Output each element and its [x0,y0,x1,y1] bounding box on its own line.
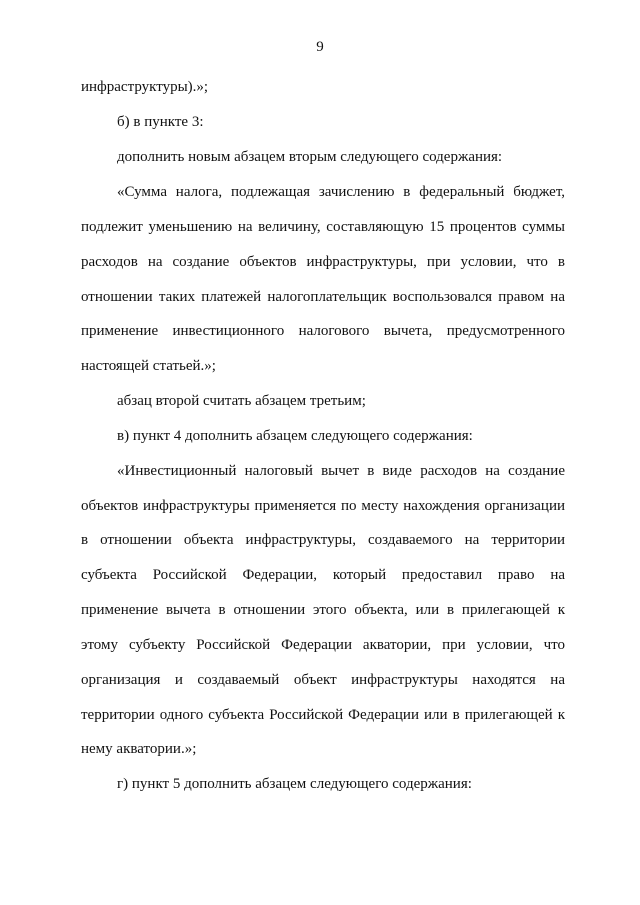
text-line: этому субъекту Российской Федерации акватории, при условии, что [81,637,565,653]
text-line: б) в пункте 3: [117,114,204,130]
text-line: применение инвестиционного налогового вычета, предусмотренного [81,323,565,339]
text-line: дополнить новым абзацем вторым следующего содержания: [117,149,503,165]
text-line: применение вычета в отношении этого объекта, или в прилегающей к [81,602,565,618]
text-line: расходов на создание объектов инфраструктуры, при условии, что в [81,254,565,270]
text-line: «Инвестиционный налоговый вычет в виде расходов на создание [117,463,565,479]
text-line: инфраструктуры).»; [81,79,209,95]
text-line: в) пункт 4 дополнить абзацем следующего содержания: [117,428,473,444]
text-line: нему акватории.»; [81,741,197,757]
text-line: «Сумма налога, подлежащая зачислению в федеральный бюджет, [117,184,565,200]
text-line: объектов инфраструктуры применяется по месту нахождения организации [81,498,565,514]
text-line: подлежит уменьшению на величину, составляющую 15 процентов суммы [81,219,565,235]
text-line: отношении таких платежей налогоплательщик воспользовался правом на [81,289,565,305]
text-line: субъекта Российской Федерации, который предоставил право на [81,567,565,583]
text-line: территории одного субъекта Российской Федерации или в прилегающей к [81,707,565,723]
text-line: настоящей статьей.»; [81,358,216,374]
page-number: 9 [316,39,324,55]
text-line: абзац второй считать абзацем третьим; [117,393,366,409]
text-line: г) пункт 5 дополнить абзацем следующего содержания: [117,776,472,792]
text-line: организация и создаваемый объект инфраструктуры находятся на [81,672,565,688]
text-line: в отношении объекта инфраструктуры, создаваемого на территории [81,532,565,548]
